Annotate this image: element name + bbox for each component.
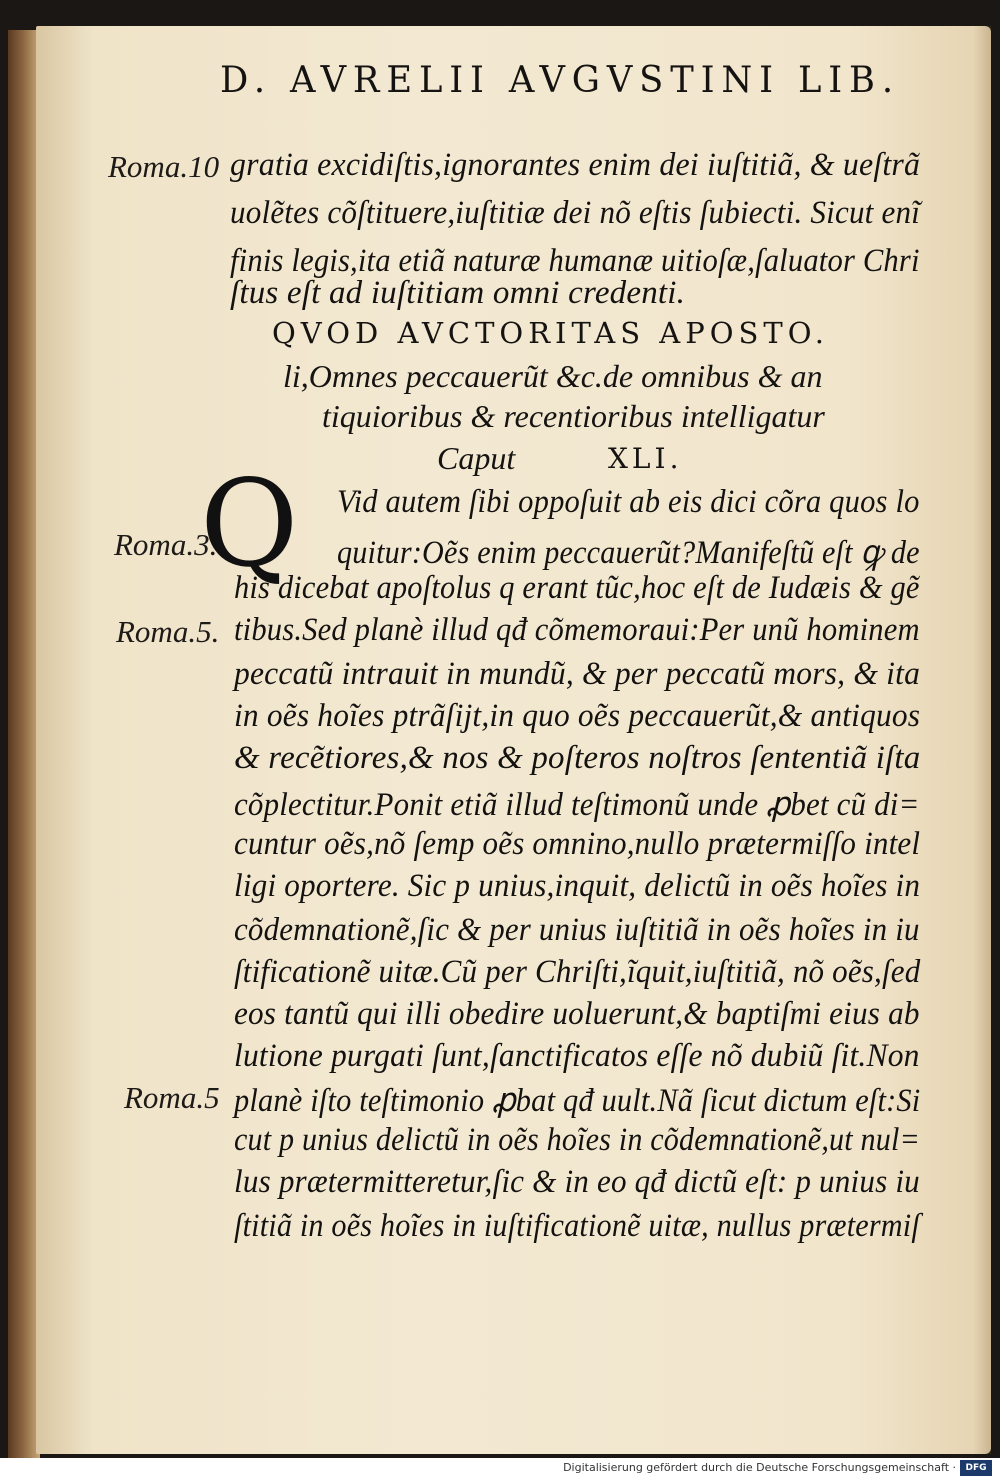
- dfg-logo: DFG: [960, 1460, 992, 1476]
- text-line: lus prætermitteretur,ſic & in eo qđ dictũ eſt: p unius iu: [234, 1164, 920, 1200]
- margin-note-roma-10: Roma.10: [108, 149, 220, 184]
- text-line: in oẽs hoĩes ptrãſijt,in quo oẽs peccauerũt,& antiquos: [234, 698, 921, 734]
- margin-note-roma-5b: Roma.5: [124, 1080, 220, 1115]
- text-line: lutione purgati ſunt,ſanctificatos eſſe nõ dubiũ ſit.Non: [234, 1038, 920, 1074]
- text-line: gratia excidiſtis,ignorantes enim dei iuſtitiã, & ueſtrã: [230, 147, 921, 183]
- text-line: cõdemnationẽ,ſic & per unius iuſtitiã in oẽs hoĩes in iu: [234, 912, 920, 948]
- text-line: finis legis,ita etiã naturæ humanæ uitioſæ,ſaluator Chri: [230, 243, 920, 279]
- text-line: ſtitiã in oẽs hoĩes in iuſtificationẽ uitæ, nullus prætermiſ: [234, 1208, 920, 1244]
- text-line: uolẽtes cõſtituere,iuſtitiæ dei nõ eſtis ſubiecti. Sicut enĩ: [230, 195, 921, 231]
- text-line: quitur:Oẽs enim peccauerũt?Manifeſtũ eſt ꝙ de: [337, 535, 920, 571]
- text-line: ſtificationẽ uitæ.Cũ per Chriſti,ĩquit,iuſtitiã, nõ oẽs,ſed: [234, 954, 921, 990]
- page-edge-shadow: [973, 26, 991, 1454]
- text-line: ligi oportere. Sic p unius,inquit, delictũ in oẽs hoĩes in: [234, 868, 921, 904]
- text-line: & recẽtiores,& nos & poſteros noſtros ſententiã iſta: [234, 740, 921, 776]
- margin-note-roma-3: Roma.3.: [114, 527, 218, 562]
- text-line: ſtus eſt ad iuſtitiam omni credenti.: [230, 275, 686, 311]
- chapter-title-line: li,Omnes peccauerũt &c.de omnibus & an: [283, 358, 823, 394]
- text-line: cõplectitur.Ponit etiã illud teſtimonũ unde ꝓbet cũ di=: [234, 787, 920, 823]
- text-line: planè iſto teſtimonio ꝓbat qđ uult.Nã ſicut dictum eſt:Si: [234, 1083, 921, 1119]
- text-line: cut p unius delictũ in oẽs hoĩes in cõdemnationẽ,ut nul=: [234, 1122, 921, 1158]
- text-line: eos tantũ qui illi obedire uoluerunt,& baptiſmi eius ab: [234, 996, 920, 1032]
- drop-cap-initial: Q: [200, 455, 299, 594]
- chapter-title: QVOD AVCTORITAS APOSTO.: [272, 316, 830, 350]
- margin-note-roma-5: Roma.5.: [116, 614, 220, 649]
- text-line: tibus.Sed planè illud qđ cõmemoraui:Per unũ hominem: [234, 612, 920, 648]
- chapter-title-line: tiquioribus & recentioribus intelligatur: [322, 398, 825, 434]
- dfg-credit: Digitalisierung gefördert durch die Deutsche Forschungsgemeinschaft ·: [563, 1461, 956, 1474]
- text-line: Vid autem ſibi oppoſuit ab eis dici cõra quos lo: [337, 484, 920, 520]
- text-line: his dicebat apoſtolus q erant tũc,hoc eſt de Iudæis & gẽ: [234, 570, 920, 606]
- running-header: D. AVRELII AVGVSTINI LIB.: [220, 60, 900, 101]
- caput-number: XLI.: [608, 442, 683, 475]
- caput-label: Caput: [437, 440, 516, 476]
- text-line: peccatũ intrauit in mundũ, & per peccatũ mors, & ita: [234, 656, 921, 692]
- text-line: cuntur oẽs,nõ ſemp oẽs omnino,nullo prætermiſſo intel: [234, 826, 921, 862]
